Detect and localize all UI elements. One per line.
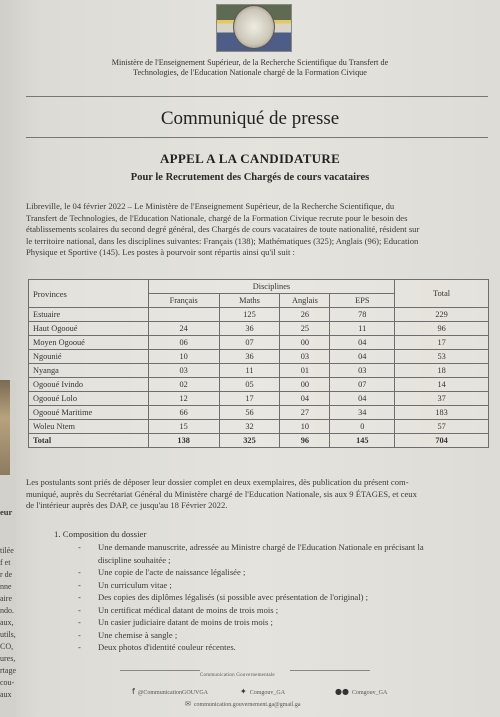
- total-cell: 183: [395, 406, 489, 420]
- side-fragment: f et: [0, 558, 11, 567]
- value-cell: 0: [330, 420, 395, 434]
- side-fragment: cou-: [0, 678, 15, 687]
- value-cell: 03: [330, 364, 395, 378]
- province-cell: Estuaire: [29, 308, 149, 322]
- column-header: Maths: [219, 294, 280, 308]
- table-row: [29, 420, 489, 434]
- side-fragment: tilée: [0, 546, 14, 555]
- divider: [26, 96, 488, 97]
- value-cell: 27: [280, 406, 330, 420]
- facebook-handle[interactable]: f @CommunicationGOUVGA: [132, 687, 209, 696]
- list-item: [78, 629, 478, 642]
- value-cell: 24: [148, 322, 219, 336]
- list-item: [78, 641, 478, 654]
- list-item: [78, 604, 478, 617]
- province-cell: Ngounié: [29, 350, 149, 364]
- value-cell: 01: [280, 364, 330, 378]
- side-fragment: CO,: [0, 642, 14, 651]
- value-cell: 10: [148, 350, 219, 364]
- value-cell: 34: [330, 406, 395, 420]
- province-cell: Ogooué Maritime: [29, 406, 149, 420]
- dossier-list: [78, 541, 478, 654]
- province-cell: Total: [29, 434, 149, 448]
- value-cell: [148, 308, 219, 322]
- divider: [290, 670, 370, 671]
- value-cell: 56: [219, 406, 280, 420]
- column-header: EPS: [330, 294, 395, 308]
- value-cell: 04: [330, 392, 395, 406]
- side-fragment: aux: [0, 690, 12, 699]
- side-fragment: aux,: [0, 618, 14, 627]
- value-cell: 138: [148, 434, 219, 448]
- total-cell: 53: [395, 350, 489, 364]
- table-row: [29, 392, 489, 406]
- value-cell: 36: [219, 350, 280, 364]
- value-cell: 00: [280, 336, 330, 350]
- value-cell: 07: [219, 336, 280, 350]
- list-item-text: Deux photos d'identité couleur récentes.: [98, 642, 236, 652]
- value-cell: 17: [219, 392, 280, 406]
- table-row: [29, 364, 489, 378]
- list-item: [78, 591, 478, 604]
- disciplines-header: Disciplines: [148, 280, 394, 294]
- value-cell: 125: [219, 308, 280, 322]
- dash-bullet: -: [78, 542, 81, 552]
- value-cell: 03: [148, 364, 219, 378]
- list-item-text: Un certificat médical datant de moins de trois mois ;: [98, 604, 279, 615]
- total-header: Total: [395, 280, 489, 308]
- value-cell: 66: [148, 406, 219, 420]
- province-cell: Ogooué Ivindo: [29, 378, 149, 392]
- list-item: [78, 566, 478, 579]
- list-item-text: Une demande manuscrite, adressée au Ministre chargé de l'Education Nationale en précisant la: [98, 542, 424, 552]
- value-cell: 12: [148, 392, 219, 406]
- value-cell: 06: [148, 336, 219, 350]
- side-fragment: utils,: [0, 630, 16, 639]
- flickr-icon: ●●: [335, 687, 349, 696]
- divider: [26, 137, 488, 138]
- value-cell: 10: [280, 420, 330, 434]
- total-row: [29, 434, 489, 448]
- dash-bullet: -: [78, 629, 81, 640]
- table-row: [29, 406, 489, 420]
- ministry-name: Ministère de l'Enseignement Supérieur, de la Recherche Scientifique du Transfert de Technologies, de l'Education Nationale chargé de la Formation Civique: [111, 58, 389, 77]
- total-cell: 96: [395, 322, 489, 336]
- table-row: [29, 322, 489, 336]
- total-cell: 14: [395, 378, 489, 392]
- total-cell: 17: [395, 336, 489, 350]
- side-fragment: r de: [0, 570, 13, 579]
- list-item-text: Un casier judiciaire datant de moins de trois mois ;: [98, 617, 273, 627]
- table-row: [29, 336, 489, 350]
- list-item-text: Une chemise à sangle ;: [98, 629, 178, 640]
- coat-of-arms-seal: [233, 5, 275, 49]
- value-cell: 07: [330, 378, 395, 392]
- value-cell: 03: [280, 350, 330, 364]
- closing-paragraph: Les postulants sont priés de déposer leur dossier complet en deux exemplaires, dès publication du présent com- muniqué, auprès du Secrétariat Général du Ministère chargé de l'Education Nationale, sis aux 9 ÉTAGES, et ceux de l'intérieur auprès des DAP, ce jusqu'au 18 Février 2022.: [26, 477, 417, 511]
- value-cell: 04: [330, 336, 395, 350]
- value-cell: 04: [330, 350, 395, 364]
- facebook-icon: f: [132, 687, 135, 696]
- total-cell: 37: [395, 392, 489, 406]
- list-item-text: Des copies des diplômes légalisés (si possible avec présentation de l'original) ;: [98, 592, 369, 602]
- announcement-subheading: Pour le Recrutement des Chargés de cours vacataires: [130, 172, 370, 183]
- value-cell: 02: [148, 378, 219, 392]
- province-cell: Ogooué Lolo: [29, 392, 149, 406]
- column-header: Anglais: [280, 294, 330, 308]
- value-cell: 25: [280, 322, 330, 336]
- announcement-heading: APPEL A LA CANDIDATURE: [159, 151, 341, 166]
- section-title: 1. Composition du dossier: [54, 529, 147, 539]
- list-item-text: Un curriculum vitae ;: [98, 579, 172, 590]
- total-cell: 18: [395, 364, 489, 378]
- side-fragment: ures,: [0, 654, 16, 663]
- province-cell: Nyanga: [29, 364, 149, 378]
- dash-bullet: -: [78, 567, 81, 577]
- table-row: [29, 308, 489, 322]
- value-cell: 11: [330, 322, 395, 336]
- province-cell: Woleu Ntem: [29, 420, 149, 434]
- footer-label: Communication Gouvernementale: [200, 673, 275, 678]
- value-cell: 96: [280, 434, 330, 448]
- list-item-text: Une copie de l'acte de naissance légalisée ;: [98, 567, 246, 577]
- value-cell: 325: [219, 434, 280, 448]
- provinces-header: Provinces: [29, 280, 149, 308]
- value-cell: 26: [280, 308, 330, 322]
- column-header: Français: [148, 294, 219, 308]
- page-title: Communiqué de presse: [160, 108, 340, 129]
- province-cell: Moyen Ogooué: [29, 336, 149, 350]
- list-item: [78, 616, 478, 629]
- dash-bullet: -: [78, 642, 81, 652]
- side-fragment: nne: [0, 582, 12, 591]
- twitter-handle[interactable]: ✦ Comgouv_GA: [240, 687, 286, 696]
- mail-icon: ✉: [185, 700, 191, 708]
- total-cell: 57: [395, 420, 489, 434]
- side-fragment: aire: [0, 594, 12, 603]
- value-cell: 15: [148, 420, 219, 434]
- dash-bullet: -: [78, 617, 81, 627]
- side-fragment: ndo.: [0, 606, 14, 615]
- value-cell: 145: [330, 434, 395, 448]
- total-cell: 704: [395, 434, 489, 448]
- value-cell: 11: [219, 364, 280, 378]
- dash-bullet: -: [78, 592, 81, 602]
- province-cell: Haut Ogooué: [29, 322, 149, 336]
- list-item: [78, 541, 478, 554]
- list-item: [78, 579, 478, 592]
- twitter-icon: ✦: [240, 687, 247, 696]
- positions-table: [28, 279, 489, 448]
- table-row: [29, 378, 489, 392]
- value-cell: 04: [280, 392, 330, 406]
- website-link[interactable]: ✉ communication.gouvernement.ga@gmail.ga: [185, 700, 301, 708]
- dash-bullet: -: [78, 604, 81, 615]
- table-row: [29, 350, 489, 364]
- value-cell: 32: [219, 420, 280, 434]
- dash-bullet: -: [78, 579, 81, 590]
- side-fragment: eur: [0, 507, 13, 517]
- side-fragment: rtage: [0, 666, 16, 675]
- value-cell: 00: [280, 378, 330, 392]
- total-cell: 229: [395, 308, 489, 322]
- divider: [120, 670, 200, 671]
- list-item: [78, 554, 478, 567]
- value-cell: 78: [330, 308, 395, 322]
- value-cell: 36: [219, 322, 280, 336]
- flickr-handle[interactable]: ●● Comgouv_GA: [335, 687, 388, 696]
- adjacent-photo: [0, 380, 10, 475]
- list-item-text: discipline souhaitée ;: [98, 554, 171, 565]
- value-cell: 05: [219, 378, 280, 392]
- intro-paragraph: Libreville, le 04 février 2022 – Le Ministère de l'Enseignement Supérieur, de la Recherche Scientifique, du Transfert de Technologies, de l'Education Nationale, chargé de la Formation Civique recrute pour le besoin des établissements scolaires du second degré général, des Chargés de cours vacataires de toute nationalité, résident sur le territoire national, dans les disciplines suivantes: Français (138); Mathématiques (325); Anglais (96); Education Physique et Sportive (145). Les postes à pourvoir sont répartis ainsi qu'il suit :: [26, 201, 420, 258]
